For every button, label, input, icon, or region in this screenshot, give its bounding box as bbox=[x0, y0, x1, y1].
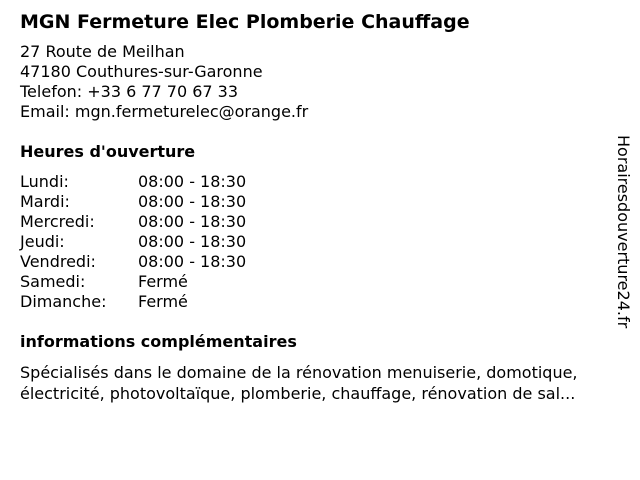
phone-number[interactable]: Telefon: +33 6 77 70 67 33 bbox=[20, 82, 239, 101]
day-label: Mardi: bbox=[20, 192, 70, 211]
business-card bbox=[20, 10, 620, 404]
day-label: Lundi: bbox=[20, 172, 69, 191]
time-value: Fermé bbox=[138, 292, 188, 311]
address-line-city: 47180 Couthures-sur-Garonne bbox=[20, 62, 263, 81]
hours-row-thursday bbox=[20, 232, 620, 252]
day-label: Samedi: bbox=[20, 272, 86, 291]
day-label: Vendredi: bbox=[20, 252, 96, 271]
hours-row-monday bbox=[20, 172, 620, 192]
time-value: 08:00 - 18:30 bbox=[138, 212, 247, 231]
time-value: 08:00 - 18:30 bbox=[138, 192, 247, 211]
hours-row-wednesday bbox=[20, 212, 620, 232]
hours-row-friday bbox=[20, 252, 620, 272]
time-value: 08:00 - 18:30 bbox=[138, 252, 247, 271]
day-label: Dimanche: bbox=[20, 292, 107, 311]
time-value: Fermé bbox=[138, 272, 188, 291]
time-value: 08:00 - 18:30 bbox=[138, 172, 247, 191]
day-label: Jeudi: bbox=[20, 232, 65, 251]
business-name: MGN Fermeture Elec Plomberie Chauffage bbox=[20, 11, 470, 33]
site-watermark: Horairesdouverture24.fr bbox=[614, 135, 633, 329]
hours-row-tuesday bbox=[20, 192, 620, 212]
opening-hours-heading: Heures d'ouverture bbox=[20, 142, 196, 161]
day-label: Mercredi: bbox=[20, 212, 95, 231]
address-line-street: 27 Route de Meilhan bbox=[20, 42, 185, 61]
additional-info-heading: informations complémentaires bbox=[20, 332, 297, 351]
email-address[interactable]: Email: mgn.fermeturelec@orange.fr bbox=[20, 102, 309, 121]
hours-row-saturday bbox=[20, 272, 620, 292]
time-value: 08:00 - 18:30 bbox=[138, 232, 247, 251]
hours-row-sunday bbox=[20, 292, 620, 312]
additional-info-text: Spécialisés dans le domaine de la rénovation menuiserie, domotique, électricité, photovoltaïque, plomberie, chauffage, rénovation de sal... bbox=[20, 363, 578, 403]
opening-hours-table bbox=[20, 172, 620, 312]
